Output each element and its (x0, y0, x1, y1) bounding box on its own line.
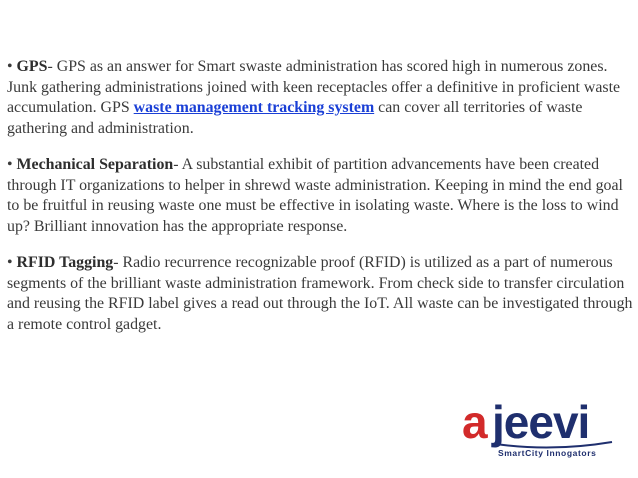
ajeevi-logo (462, 398, 618, 460)
paragraph-title: GPS (16, 58, 48, 75)
document-body (7, 57, 635, 351)
paragraph-title: Mechanical Separation (16, 156, 174, 173)
paragraph-text: can cover all territories of waste gathering and administration. (7, 99, 583, 137)
paragraph-text: - Radio recurrence recognizable proof (RFID) is utilized as a part of numerous segments of the brilliant waste administration framework. From check side to transfer circulation and reusing the RFID label gives a read out through the IoT. All waste can be investigated through a remote control gadget. (7, 254, 633, 333)
waste-management-tracking-link[interactable]: waste management tracking system (133, 99, 375, 116)
bullet: • (7, 156, 17, 173)
paragraph-text: - GPS as an answer for Smart swaste administration has scored high in numerous zones. Junk gathering administrations joined with keen receptacles offer a definitive in proficient waste accumulation. GPS (7, 58, 621, 116)
logo-letter-a: a (462, 398, 488, 448)
paragraph-rfid-tagging (7, 253, 635, 335)
ajeevi-logo-graphic (462, 398, 618, 460)
paragraph-title: RFID Tagging (16, 254, 114, 271)
paragraph-gps (7, 57, 635, 139)
paragraph-mechanical-separation (7, 155, 635, 237)
bullet: • (7, 254, 17, 271)
bullet: • (7, 58, 17, 75)
paragraph-text: - A substantial exhibit of partition advancements have been created through IT organizations to helper in shrewd waste administration. Keeping in mind the end goal to be fruitful in reusing waste one must be effective in isolating waste. Where is the loss to wind up? Brilliant innovation has the appropriate response. (7, 156, 623, 235)
logo-tagline: SmartCity Innogators (498, 448, 597, 458)
logo-wordmark: jeevi (492, 398, 590, 448)
